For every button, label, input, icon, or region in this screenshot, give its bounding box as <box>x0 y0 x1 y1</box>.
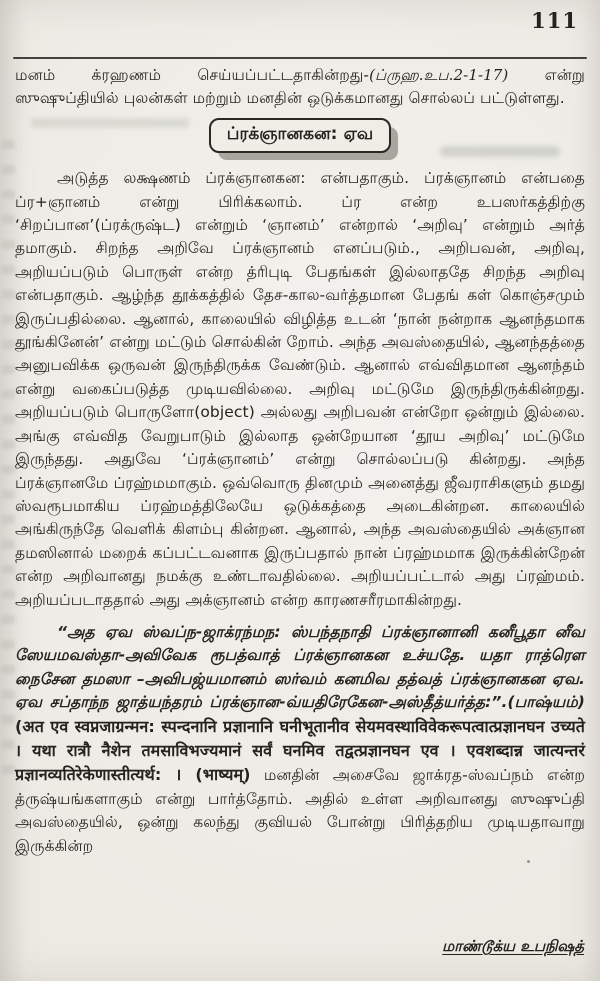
quote-tamil-commentary: மனதின் அசைவே ஜாக்ரத-ஸ்வப்நம் என்ற த்ருஷ்யங்களாகும் என்று பார்த்தோம். அதில் உள்ள அறிவானது ஸுஷுப்தி அவஸ்தையில், ஒன்று கலந்து குவியல் போன்று பிரித்தறிய முடியதாவாறு இருக்கின்ற <box>15 766 585 855</box>
quote-sanskrit-devanagari: (अत एव स्वप्नजाग्रन्मन: स्पन्दनानि प्रज्ञानानि घनीभूतानीव सेयमवस्थाविवेकरूपत्वात्प्रज्ञानघन उच्यते । यथा रात्रौ नैशेन तमसाविभज्यमानं सर्वं घनमिव तद्वत्प्रज्ञानघन एव । एवशब्दान्न जात्यन्तरं प्रज्ञानव्यतिरेकेणास्तीत्यर्थ: । (भाष्यम्) <box>15 716 585 785</box>
intro-text-part2: என்று ஸுஷுப்தியில் புலன்கள் மற்றும் மனதின் ஒடுக்கமானது சொல்லப் பட்டுள்ளது. <box>15 66 585 108</box>
page-number: 111 <box>531 8 578 33</box>
paragraph-intro <box>15 64 585 111</box>
paragraph-quote <box>15 621 585 858</box>
section-heading-box <box>209 118 392 153</box>
quote-tamil-transliteration: “அத ஏவ ஸ்வப்ந-ஜாக்ரந்மந: ஸ்பந்தநாதி ப்ரக்ஞானானி கனீபூதா னீவ ஸேயமவஸ்தா-அவிவேக ரூபத்வாத் ப்ரக்ஞானகன உச்யதே. யதா ராத்ரௌ நைசேன தமஸா –அவிபஜ்யமானம் ஸர்வம் கனமிவ தத்வத் ப்ரக்ஞானகன ஏவ. ஏவ சப்தாந்ந ஜாத்யந்தரம் ப்ரக்ஞான-வ்யதிரேகேன-அஸ்தீத்யர்த்த:”.(பாஷ்யம்) <box>15 622 585 712</box>
scan-speck-artifact <box>527 860 530 863</box>
intro-text-part1: மனம் க்ரஹணம் செய்யப்பட்டதாகின்றது- <box>15 66 370 84</box>
bleed-through-artifact <box>2 140 15 780</box>
scripture-citation: (ப்ருஹ.உப.2-1-17) <box>369 66 509 84</box>
paragraph-main: அடுத்த லக்ஷணம் ப்ரக்ஞானகன: என்பதாகும். ப்ரக்ஞானம் என்பதை ப்ர+ஞானம் என்று பிரிக்கலாம். ப்ர என்ற உபஸர்கத்திற்கு ‘சிறப்பான’(ப்ரக்ருஷ்ட) என்றும் ‘ஞானம்’ என்றால் ‘அறிவு’ என்றும் அர்த் தமாகும். சிறந்த அறிவே ப்ரக்ஞானம் எனப்படும்., அறிபவன், அறிவு, அறியப்படும் பொருள் என்ற த்ரிபுடி பேதங்கள் இல்லாததே சிறந்த அறிவு என்பதாகும். ஆழ்ந்த தூக்கத்தில் தேச-கால-வர்த்தமான பேதங் கள் கொஞ்சமும் இருப்பதில்லை. ஆனால், காலையில் விழித்த உடன் ‘நான் நன்றாக ஆனந்தமாக தூங்கினேன்’ என்று மட்டும் சொல்கின் றோம். அந்த அவஸ்தையில், ஆனந்தத்தை அனுபவிக்க ஒருவன் இருந்திருக்க வேண்டும். ஆனால் எவ்விதமான ஆனந்தம் என்று வகைப்படுத்த முடியவில்லை. அறிவு மட்டுமே இருந்திருக்கின்றது. அறியப்படும் பொருளோ(object) அல்லது அறிபவன் என்றோ ஒன்றும் இல்லை. அங்கு எவ்வித வேறுபாடும் இல்லாத ஒன்றேயான ‘தூய அறிவு’ மட்டுமே இருந்தது. அதுவே ‘ப்ரக்ஞானம்’ என்று சொல்லப்படு கின்றது. அந்த ப்ரக்ஞானமே ப்ரஹ்மமாகும். ஒவ்வொரு தினமும் அனைத்து ஜீவராசிகளும் தமது ஸ்வரூபமாகிய ப்ரஹ்மத்திலேயே ஒடுக்கத்தை அடைகின்றன. காலையில் அங்கிருந்தே வெளிக் கிளம்பு கின்றன. ஆனால், அந்த அவஸ்தையில் அக்ஞான தமஸினால் மறைக் கப்பட்டவனாக இருப்பதால் நான் ப்ரஹ்மமாக இருக்கின்றேன் என்ற அறிவானது நமக்கு உண்டாவதில்லை. அறியப்பட்டால் அது ப்ரஹ்மம். அறியப்படாததால் அது அக்ஞானம் என்ற காரணசரீரமாகின்றது. <box>15 169 585 609</box>
footer-book-title: மாண்டூக்ய உபநிஷத் <box>442 937 584 955</box>
header-rule <box>13 57 587 59</box>
page-content <box>15 64 585 858</box>
section-heading-text: ப்ரக்ஞானகன: ஏவ <box>226 123 374 144</box>
